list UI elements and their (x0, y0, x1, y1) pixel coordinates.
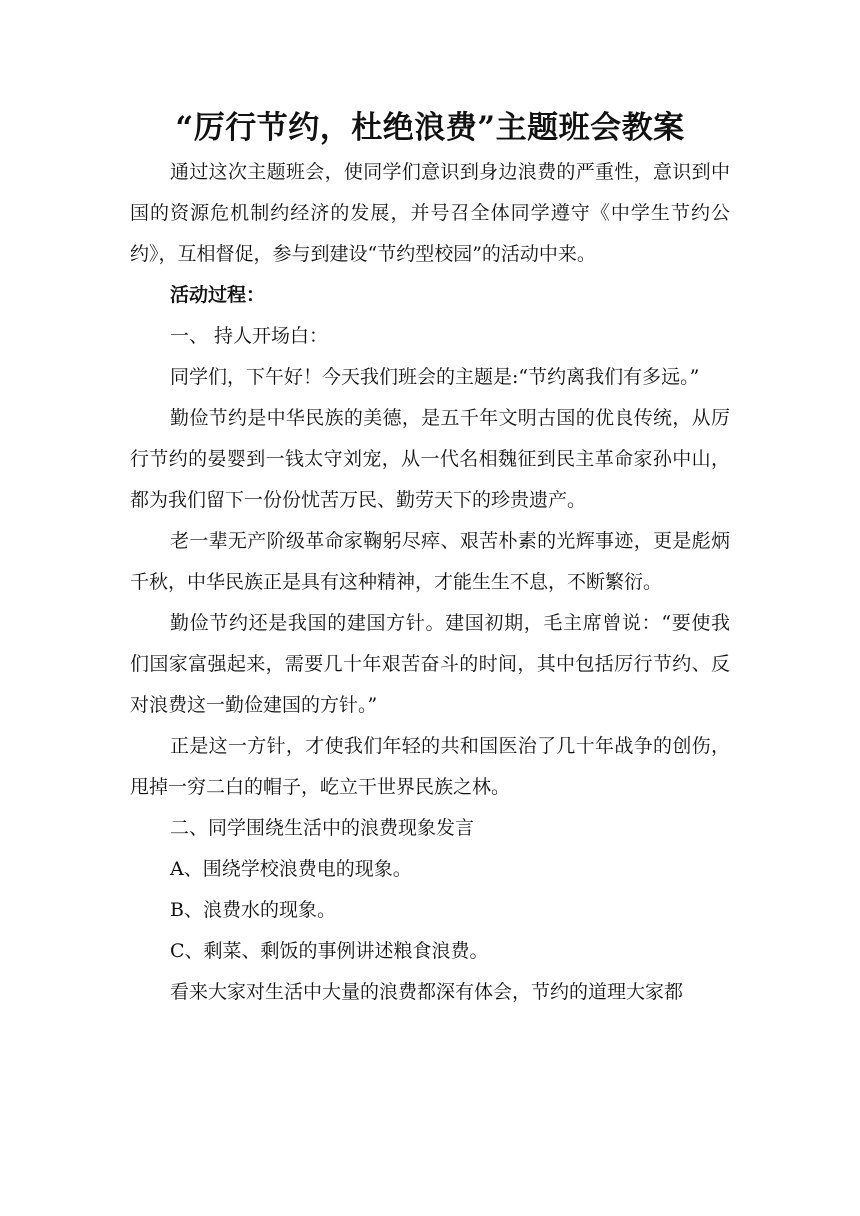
list-item-food: C、剩菜、剩饭的事例讲述粮食浪费。 (170, 940, 489, 962)
list-item-electricity: A、围绕学校浪费电的现象。 (170, 858, 412, 880)
greeting-paragraph: 同学们，下午好！今天我们班会的主题是:“节约离我们有多远。” (170, 366, 700, 388)
section-heading-host-opening: 一、 持人开场白： (170, 325, 329, 347)
policy-paragraph: 勤俭节约还是我国的建国方针。建国初期，毛主席曾说：“要使我们国家富强起来，需要几十年艰苦奋斗的时间，其中包括厉行节约、反对浪费这一勤俭建国的方针。” (130, 612, 730, 716)
revolutionaries-paragraph: 老一辈无产阶级革命家鞠躬尽瘁、艰苦朴素的光辉事迹，更是彪炳千秋，中华民族正是具有这种精神，才能生生不息，不断繁衍。 (130, 530, 730, 593)
closing-paragraph: 看来大家对生活中大量的浪费都深有体会，节约的道理大家都 (170, 981, 684, 1003)
section-heading-student-speeches: 二、同学围绕生活中的浪费现象发言 (170, 817, 475, 839)
republic-paragraph: 正是这一方针，才使我们年轻的共和国医治了几十年战争的创伤，甩掉一穷二白的帽子，屹立干世界民族之林。 (130, 735, 730, 798)
document-body (130, 152, 730, 1013)
document-title: “厉行节约，杜绝浪费”主题班会教案 (175, 110, 685, 146)
virtue-paragraph: 勤俭节约是中华民族的美德，是五千年文明古国的优良传统，从厉行节约的晏婴到一钱太守刘宠，从一代名相魏征到民主革命家孙中山，都为我们留下一份份忧苦万民、勤劳天下的珍贵遗产。 (130, 407, 730, 511)
section-heading-activity-process: 活动过程： (170, 284, 266, 306)
list-item-water: B、浪费水的现象。 (170, 899, 336, 921)
intro-paragraph: 通过这次主题班会，使同学们意识到身边浪费的严重性，意识到中国的资源危机制约经济的发展，并号召全体同学遵守《中学生节约公约》，互相督促，参与到建设“节约型校园”的活动中来。 (130, 161, 730, 265)
